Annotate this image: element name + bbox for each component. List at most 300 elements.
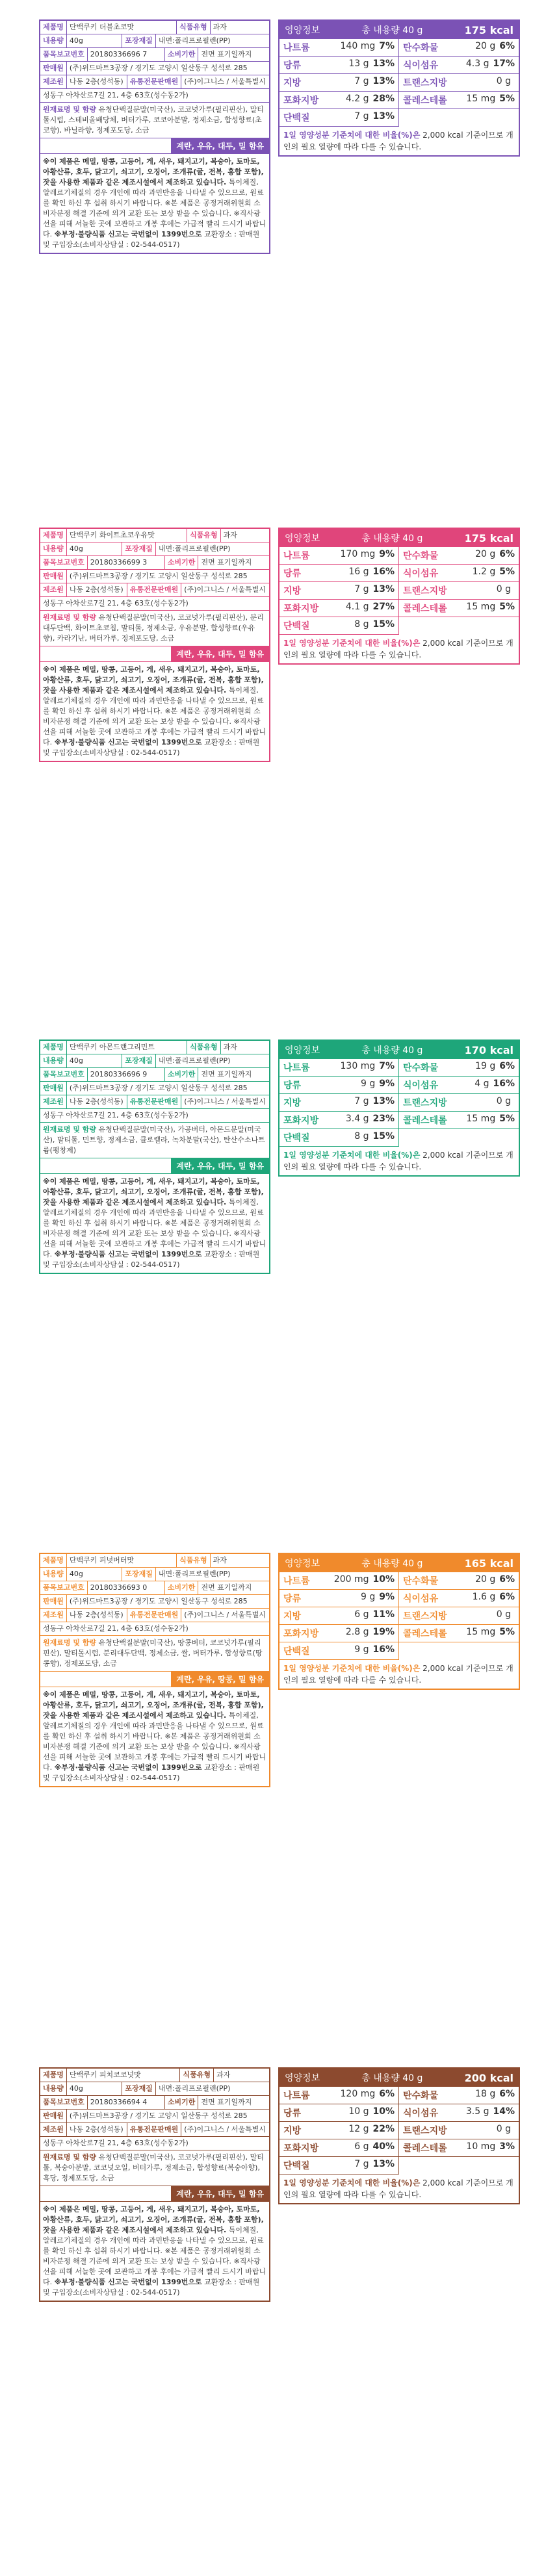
- seller-label: 판매원: [40, 62, 67, 75]
- expiry-label: 소비기한: [165, 48, 199, 61]
- ingredients-block: [40, 1123, 269, 1158]
- nutrition-kcal: 200 kcal: [464, 2071, 514, 2084]
- nutrient-amount: 19 g: [475, 1061, 496, 1071]
- nutrition-facts-table: [278, 1553, 520, 1690]
- manufacturer-label: 제조원: [40, 1095, 67, 1108]
- nutrition-footer-bold: 1일 영양성분 기준치에 대한 비율(%)은: [283, 1151, 421, 1160]
- nutrition-facts-table: [278, 2067, 520, 2204]
- nutrient-name: 나트륨: [283, 43, 310, 53]
- nutrient-sodium: [280, 547, 399, 565]
- report-notice: ※부정·불량식품 신고는 국번없이 1399번으로: [54, 2278, 202, 2286]
- nutrition-total: 총 내용량 40 g: [361, 25, 423, 36]
- seller-value: (주)위드마트3공장 / 경기도 고양시 일산동구 성석로 285: [69, 1597, 248, 1605]
- food-type-value: 과자: [223, 1043, 237, 1051]
- expiry-label: 소비기한: [165, 556, 199, 569]
- packaging-label: 포장재질: [122, 2082, 156, 2095]
- nutrient-fiber: [399, 2104, 519, 2122]
- seller-label: 판매원: [40, 570, 67, 583]
- report-no-label: 품목보고번호: [40, 2096, 88, 2109]
- packaging-value: 내면:폴리프로필렌(PP): [158, 36, 231, 45]
- nutrition-header: [280, 2069, 519, 2087]
- return-notice: 교환장소 : 판매원 및 구입장소(소비자상담실 : 02-544-0517): [43, 1763, 260, 1782]
- nutrient-percent: 9%: [379, 549, 395, 559]
- report-notice: ※부정·불량식품 신고는 국번없이 1399번으로: [54, 230, 202, 238]
- nutrient-percent: 14%: [493, 2106, 515, 2117]
- seller-label: 판매원: [40, 2110, 67, 2123]
- manufacturer-label: 제조원: [40, 75, 67, 88]
- nutrient-protein: [280, 1642, 399, 1660]
- nutrient-name: 지방: [283, 1098, 302, 1108]
- product-info-table: [39, 2067, 270, 2302]
- packaging-value: 내면:폴리프로필렌(PP): [158, 1056, 231, 1065]
- seller-value: (주)위드마트3공장 / 경기도 고양시 일산동구 성석로 285: [69, 572, 248, 580]
- nutrient-name: 나트륨: [283, 1063, 310, 1073]
- food-type-label: 식품유형: [177, 1554, 211, 1567]
- nutrient-fat: [280, 1094, 399, 1112]
- report-no-value: 20180336696 7: [88, 48, 165, 61]
- nutrient-amount: 1.6 g: [472, 1592, 496, 1602]
- nutrient-name: 콜레스테롤: [403, 2143, 447, 2154]
- address-value: 성동구 아차산로7길 21, 4층 63호(성수동2가): [43, 599, 188, 607]
- distributor-label: 유통전문판매원: [127, 1095, 181, 1108]
- nutrient-amount: 120 mg: [340, 2089, 376, 2099]
- nutrient-fat: [280, 582, 399, 600]
- allergen-badge: 계란, 우유, 대두, 밀 함유: [171, 2186, 269, 2201]
- nutrient-protein: [280, 1129, 399, 1147]
- packaging-label: 포장재질: [122, 34, 156, 47]
- nutrient-amount: 15 mg: [466, 1114, 496, 1124]
- ingredients-block: [40, 611, 269, 646]
- nutrient-percent: 6%: [499, 41, 515, 51]
- nutrition-footer: [280, 1147, 519, 1175]
- return-notice: 교환장소 : 판매원 및 구입장소(소비자상담실 : 02-544-0517): [43, 1250, 260, 1269]
- nutrition-facts-table: [278, 1039, 520, 1177]
- food-type-label: 식품유형: [177, 21, 211, 34]
- nutrient-percent: 27%: [372, 602, 395, 612]
- packaging-label: 포장재질: [122, 1568, 156, 1581]
- nutrient-amount: 20 g: [475, 549, 496, 559]
- nutrient-amount: 15 mg: [466, 1627, 496, 1637]
- product-name-value: 단백쿠키 피넛버터맛: [67, 1554, 177, 1567]
- nutrient-amount: 0 g: [496, 1096, 511, 1106]
- nutrient-amount: 4.2 g: [345, 94, 369, 104]
- nutrient-name: 나트륨: [283, 1576, 310, 1587]
- nutrient-name: 포화지방: [283, 1629, 319, 1639]
- nutrient-amount: 20 g: [475, 41, 496, 51]
- storage-notice: ※직사광선을 피해 서늘한 곳에 보관하고 개봉 후에는 가급적 빨리 드시기 바랍니다.: [43, 1742, 266, 1772]
- nutrient-name: 포화지방: [283, 1116, 319, 1126]
- nutrient-name: 당류: [283, 1594, 302, 1604]
- nutrient-amount: 9 g: [360, 1078, 376, 1089]
- return-notice: 교환장소 : 판매원 및 구입장소(소비자상담실 : 02-544-0517): [43, 2278, 260, 2297]
- nutrient-name: 탄수화물: [403, 1063, 439, 1073]
- nutrient-percent: 10%: [372, 1574, 395, 1585]
- nutrient-percent: 13%: [372, 584, 395, 594]
- food-type-value: 과자: [213, 23, 227, 31]
- nutrient-name: 지방: [283, 586, 302, 596]
- nutrient-amount: 140 mg: [340, 41, 376, 51]
- product-name-label: 제품명: [40, 529, 67, 542]
- nutrient-amount: 7 g: [354, 2159, 369, 2169]
- product-info-table: [39, 19, 270, 254]
- nutrient-percent: 10%: [372, 2106, 395, 2117]
- volume-value: 40g: [67, 542, 123, 555]
- ingredients-text: 유청단백질분말(미국산), 가공버터, 아몬드분말(미국산), 말티톨, 민트향, 정제소금, 클로렐라, 녹차분말(국산), 탄산수소나트륨(팽창제): [43, 1125, 265, 1154]
- nutrient-name: 지방: [283, 78, 302, 88]
- nutrient-sugar: [280, 1590, 399, 1607]
- product-name-label: 제품명: [40, 1554, 67, 1567]
- food-type-value: 과자: [213, 1556, 227, 1564]
- food-type-label: 식품유형: [180, 2069, 214, 2082]
- nutrient-amount: 0 g: [496, 1609, 511, 1620]
- product-name-value: 단백쿠키 아몬드랜그리민트: [67, 1041, 187, 1054]
- nutrition-facts-table: [278, 19, 520, 157]
- nutrition-header: [280, 21, 519, 39]
- nutrition-footer-bold: 1일 영양성분 기준치에 대한 비율(%)은: [283, 131, 421, 140]
- nutrient-percent: 9%: [379, 1078, 395, 1089]
- nutrient-percent: 6%: [499, 1574, 515, 1585]
- volume-label: 내용량: [40, 1054, 67, 1067]
- nutrition-header: [280, 1041, 519, 1059]
- ingredients-label: 원재료명 및 함량: [43, 2153, 97, 2162]
- allergen-row: [40, 138, 269, 154]
- expiry-label: 소비기한: [165, 2096, 199, 2109]
- food-type-value: 과자: [223, 531, 237, 539]
- exchange-notice: ※본 제품은 공정거래위원회 소비자분쟁 해결 기준에 의거 교환 또는 보상 받을 수 있습니다.: [43, 1219, 261, 1238]
- nutrient-name: 포화지방: [283, 96, 319, 106]
- nutrient-percent: 11%: [372, 1609, 395, 1620]
- nutrition-kcal: 175 kcal: [464, 531, 514, 544]
- nutrient-sodium: [280, 2087, 399, 2104]
- nutrient-percent: 9%: [379, 1592, 395, 1602]
- nutrition-footer-bold: 1일 영양성분 기준치에 대한 비율(%)은: [283, 2178, 421, 2187]
- ingredients-block: [40, 1636, 269, 1672]
- nutrient-name: 나트륨: [283, 551, 310, 561]
- nutrition-grid: [280, 1059, 519, 1147]
- nutrient-carb: [399, 1059, 519, 1077]
- allergen-row: [40, 1158, 269, 1174]
- nutrient-percent: 13%: [372, 58, 395, 69]
- nutrient-percent: 5%: [499, 94, 515, 104]
- nutrient-amount: 0 g: [496, 584, 511, 594]
- nutrient-percent: 6%: [499, 1061, 515, 1071]
- packaging-label: 포장재질: [122, 542, 156, 555]
- nutrient-percent: 6%: [499, 1592, 515, 1602]
- nutrient-name: 탄수화물: [403, 2091, 439, 2101]
- nutrient-fat: [280, 74, 399, 92]
- product-name-value: 단백쿠키 더블초코맛: [67, 21, 177, 34]
- nutrient-percent: 23%: [372, 1114, 395, 1124]
- distributor-value: (주)이그니스 / 서울특별시: [184, 77, 266, 86]
- nutrient-name: 단백질: [283, 2161, 310, 2171]
- allergen-row: [40, 2186, 269, 2202]
- nutrition-total: 총 내용량 40 g: [361, 1045, 423, 1056]
- nutrient-amount: 6 g: [354, 1609, 369, 1620]
- distributor-value: (주)이그니스 / 서울특별시: [184, 1611, 266, 1619]
- nutrient-percent: 13%: [372, 2159, 395, 2169]
- nutrient-amount: 8 g: [354, 1131, 369, 1141]
- nutrient-satfat: [280, 1625, 399, 1642]
- nutrient-fat: [280, 2122, 399, 2139]
- ingredients-label: 원재료명 및 함량: [43, 1125, 97, 1134]
- expiry-label: 소비기한: [165, 1581, 199, 1594]
- nutrient-satfat: [280, 1112, 399, 1129]
- nutrition-title: 영양정보: [285, 1559, 320, 1569]
- nutrient-satfat: [280, 92, 399, 109]
- nutrient-name: 당류: [283, 1080, 302, 1091]
- nutrition-footer: [280, 635, 519, 663]
- nutrient-name: 식이섬유: [403, 1594, 439, 1604]
- nutrient-cholesterol: [399, 92, 519, 109]
- allergen-badge: 계란, 우유, 대두, 밀 함유: [171, 646, 269, 661]
- nutrient-name: 탄수화물: [403, 551, 439, 561]
- manufacturer-value: 나동 2층(성석동): [67, 1095, 127, 1108]
- notice-block: [40, 2202, 269, 2301]
- ingredients-label: 원재료명 및 함량: [43, 105, 97, 114]
- nutrient-name: 당류: [283, 2108, 302, 2119]
- nutrient-amount: 6 g: [354, 2141, 369, 2152]
- distributor-label: 유통전문판매원: [127, 583, 181, 596]
- manufacturer-label: 제조원: [40, 1609, 67, 1622]
- product-name-label: 제품명: [40, 21, 67, 34]
- nutrient-amount: 7 g: [354, 76, 369, 86]
- manufacturer-value: 나동 2층(성석동): [67, 75, 127, 88]
- nutrient-amount: 4.3 g: [465, 58, 489, 69]
- nutrient-name: 트랜스지방: [403, 1611, 447, 1622]
- packaging-value: 내면:폴리프로필렌(PP): [158, 2084, 231, 2093]
- product-name-value: 단백쿠키 피치코코넛맛: [67, 2069, 181, 2082]
- report-no-value: 20180336699 3: [88, 556, 165, 569]
- volume-label: 내용량: [40, 2082, 67, 2095]
- nutrient-name: 콜레스테롤: [403, 1629, 447, 1639]
- product-name-label: 제품명: [40, 2069, 67, 2082]
- nutrient-amount: 200 mg: [333, 1574, 369, 1585]
- nutrient-name: 트랜스지방: [403, 1098, 447, 1108]
- allergy-notice: 특이체질, 알레르기체질의 경우 개인에 따라 과민반응을 나타낼 수 있으므로, 원료를 확인 하신 후 섭취 하시기 바랍니다.: [43, 1198, 264, 1227]
- nutrient-percent: 5%: [499, 1627, 515, 1637]
- report-notice: ※부정·불량식품 신고는 국번없이 1399번으로: [54, 1763, 202, 1772]
- allergen-badge: 계란, 우유, 대두, 밀 함유: [171, 138, 269, 153]
- ingredients-block: [40, 2150, 269, 2186]
- nutrition-header: [280, 1554, 519, 1572]
- seller-value: (주)위드마트3공장 / 경기도 고양시 일산동구 성석로 285: [69, 64, 248, 72]
- nutrient-amount: 12 g: [348, 2124, 369, 2134]
- address-value: 성동구 아차산로7길 21, 4층 63호(성수동2가): [43, 91, 188, 99]
- nutrient-cholesterol: [399, 2139, 519, 2157]
- manufacturer-label: 제조원: [40, 2123, 67, 2136]
- allergy-notice: 특이체질, 알레르기체질의 경우 개인에 따라 과민반응을 나타낼 수 있으므로, 원료를 확인 하신 후 섭취 하시기 바랍니다.: [43, 1711, 264, 1741]
- nutrition-grid: [280, 39, 519, 127]
- product-info-table: [39, 528, 270, 762]
- distributor-label: 유통전문판매원: [127, 2123, 181, 2136]
- nutrient-amount: 3.5 g: [465, 2106, 489, 2117]
- nutrient-name: 식이섬유: [403, 568, 439, 579]
- expiry-value: 전면 표기일까지: [201, 1583, 252, 1592]
- address-value: 성동구 아차산로7길 21, 4층 63호(성수동2가): [43, 2139, 188, 2147]
- storage-notice: ※직사광선을 피해 서늘한 곳에 보관하고 개봉 후에는 가급적 빨리 드시기 바랍니다.: [43, 1229, 266, 1258]
- volume-value: 40g: [67, 1568, 123, 1581]
- food-type-value: 과자: [216, 2071, 231, 2079]
- nutrient-percent: 6%: [499, 549, 515, 559]
- nutrient-name: 포화지방: [283, 604, 319, 614]
- seller-label: 판매원: [40, 1082, 67, 1095]
- ingredients-text: 유청단백질분말(미국산), 땅콩버터, 코코넛가루(필리핀산), 말티톨시럽, 분리대두단백, 정제소금, 쌀, 버터가루, 합성향료(땅콩향), 정제포도당, 소금: [43, 1639, 263, 1668]
- nutrient-percent: 15%: [372, 619, 395, 630]
- nutrient-amount: 20 g: [475, 1574, 496, 1585]
- nutrition-title: 영양정보: [285, 2073, 320, 2084]
- storage-notice: ※직사광선을 피해 서늘한 곳에 보관하고 개봉 후에는 가급적 빨리 드시기 바랍니다.: [43, 209, 266, 238]
- distributor-value: (주)이그니스 / 서울특별시: [184, 2125, 266, 2134]
- nutrition-total: 총 내용량 40 g: [361, 2073, 423, 2084]
- nutrient-percent: 3%: [499, 2141, 515, 2152]
- allergen-row: [40, 1672, 269, 1687]
- volume-label: 내용량: [40, 34, 67, 47]
- nutrient-transfat: [399, 1607, 519, 1625]
- address-value: 성동구 아차산로7길 21, 4층 63호(성수동2가): [43, 1111, 188, 1119]
- volume-value: 40g: [67, 2082, 123, 2095]
- nutrient-transfat: [399, 2122, 519, 2139]
- nutrient-fiber: [399, 1077, 519, 1094]
- nutrition-facts-table: [278, 528, 520, 665]
- facility-notice: ※이 제품은 메밀, 땅콩, 고등어, 게, 새우, 돼지고기, 복숭아, 토마토, 아황산류, 호두, 닭고기, 쇠고기, 오징어, 조개류(굴, 전복, 홍합 포함), 잣을 사용한 제품과 같은 제조시설에서 제조하고 있습니다.: [43, 2205, 264, 2234]
- nutrient-sugar: [280, 565, 399, 582]
- nutrient-carb: [399, 2087, 519, 2104]
- nutrition-grid: [280, 547, 519, 635]
- nutrient-percent: 40%: [372, 2141, 395, 2152]
- expiry-label: 소비기한: [165, 1068, 199, 1081]
- allergy-notice: 특이체질, 알레르기체질의 경우 개인에 따라 과민반응을 나타낼 수 있으므로, 원료를 확인 하신 후 섭취 하시기 바랍니다.: [43, 686, 264, 715]
- nutrient-name: 지방: [283, 2126, 302, 2136]
- expiry-value: 전면 표기일까지: [201, 50, 252, 58]
- nutrition-kcal: 170 kcal: [464, 1043, 514, 1056]
- allergen-badge: 계란, 우유, 대두, 밀 함유: [171, 1158, 269, 1173]
- nutrition-header: [280, 529, 519, 547]
- nutrient-transfat: [399, 582, 519, 600]
- nutrient-amount: 9 g: [354, 1644, 369, 1655]
- nutrient-amount: 7 g: [354, 111, 369, 121]
- exchange-notice: ※본 제품은 공정거래위원회 소비자분쟁 해결 기준에 의거 교환 또는 보상 받을 수 있습니다.: [43, 707, 261, 726]
- nutrition-footer-text: 2,000 kcal 기준이므로 개인의 필요 열량에 따라 다를 수 있습니다.: [283, 1151, 514, 1171]
- nutrient-amount: 9 g: [360, 1592, 376, 1602]
- distributor-value: (주)이그니스 / 서울특별시: [184, 585, 266, 594]
- ingredients-text: 유청단백질분말(미국산), 코코넛가루(필리핀산), 말티톨시럽, 스테비올배당체, 버터가루, 코코아분말, 정제소금, 합성향료(초코향), 바닐라향, 정제포도당, 소금: [43, 105, 264, 134]
- nutrient-name: 나트륨: [283, 2091, 310, 2101]
- nutrition-total: 총 내용량 40 g: [361, 1559, 423, 1569]
- nutrition-grid: [280, 1572, 519, 1660]
- nutrient-percent: 16%: [372, 567, 395, 577]
- ingredients-text: 유청단백질분말(미국산), 코코넛가루(필리핀산), 말티톨, 복숭아분말, 코코넛오일, 버터가루, 정제소금, 합성향료(복숭아향), 흑당, 정제포도당, 소금: [43, 2153, 264, 2182]
- exchange-notice: ※본 제품은 공정거래위원회 소비자분쟁 해결 기준에 의거 교환 또는 보상 받을 수 있습니다.: [43, 1732, 261, 1751]
- nutrient-percent: 15%: [372, 1131, 395, 1141]
- report-no-label: 품목보고번호: [40, 1581, 88, 1594]
- return-notice: 교환장소 : 판매원 및 구입장소(소비자상담실 : 02-544-0517): [43, 230, 260, 249]
- nutrient-name: 트랜스지방: [403, 78, 447, 88]
- nutrient-name: 콜레스테롤: [403, 604, 447, 614]
- packaging-label: 포장재질: [122, 1054, 156, 1067]
- report-no-value: 20180336696 9: [88, 1068, 165, 1081]
- return-notice: 교환장소 : 판매원 및 구입장소(소비자상담실 : 02-544-0517): [43, 738, 260, 757]
- nutrient-percent: 7%: [379, 1061, 395, 1071]
- nutrition-title: 영양정보: [285, 25, 320, 36]
- nutrient-transfat: [399, 74, 519, 92]
- facility-notice: ※이 제품은 메밀, 땅콩, 고등어, 게, 새우, 돼지고기, 복숭아, 토마토, 아황산류, 호두, 닭고기, 쇠고기, 오징어, 조개류(굴, 전복, 홍합 포함), 잣을 사용한 제품과 같은 제조시설에서 제조하고 있습니다.: [43, 157, 264, 186]
- nutrient-name: 식이섬유: [403, 2108, 439, 2119]
- seller-label: 판매원: [40, 1595, 67, 1608]
- nutrient-transfat: [399, 1094, 519, 1112]
- nutrition-footer: [280, 2174, 519, 2203]
- volume-value: 40g: [67, 34, 123, 47]
- nutrient-percent: 5%: [499, 1114, 515, 1124]
- nutrient-amount: 3.4 g: [345, 1114, 369, 1124]
- notice-block: [40, 1174, 269, 1273]
- nutrition-footer-text: 2,000 kcal 기준이므로 개인의 필요 열량에 따라 다를 수 있습니다.: [283, 2178, 514, 2199]
- ingredients-block: [40, 103, 269, 138]
- nutrition-footer-text: 2,000 kcal 기준이므로 개인의 필요 열량에 따라 다를 수 있습니다.: [283, 1664, 514, 1685]
- nutrient-name: 단백질: [283, 113, 310, 123]
- nutrient-amount: 16 g: [348, 567, 369, 577]
- nutrition-grid: [280, 2087, 519, 2174]
- nutrient-amount: 170 mg: [340, 549, 376, 559]
- nutrient-carb: [399, 547, 519, 565]
- nutrient-amount: 18 g: [475, 2089, 496, 2099]
- notice-block: [40, 154, 269, 253]
- nutrient-fiber: [399, 57, 519, 74]
- nutrient-sodium: [280, 1572, 399, 1590]
- distributor-value: (주)이그니스 / 서울특별시: [184, 1097, 266, 1106]
- product-info-table: [39, 1039, 270, 1274]
- seller-value: (주)위드마트3공장 / 경기도 고양시 일산동구 성석로 285: [69, 1084, 248, 1092]
- ingredients-label: 원재료명 및 함량: [43, 613, 97, 622]
- nutrient-carb: [399, 39, 519, 57]
- nutrition-kcal: 175 kcal: [464, 23, 514, 36]
- product-name-label: 제품명: [40, 1041, 67, 1054]
- nutrient-name: 단백질: [283, 1646, 310, 1657]
- nutrient-percent: 7%: [379, 41, 395, 51]
- ingredients-text: 유청단백질분말(미국산), 코코넛가루(필리핀산), 분리대두단백, 화이트초코칩, 말티톨, 정제소금, 우유분말, 합성향료(우유향), 카라기난, 버터가루, 정제포도당, 소금: [43, 613, 264, 643]
- nutrient-fat: [280, 1607, 399, 1625]
- allergen-badge: 계란, 우유, 땅콩, 밀 함유: [171, 1672, 269, 1687]
- nutrient-name: 단백질: [283, 621, 310, 631]
- nutrient-percent: 16%: [493, 1078, 515, 1089]
- nutrient-protein: [280, 617, 399, 635]
- nutrient-amount: 10 mg: [466, 2141, 496, 2152]
- nutrient-name: 콜레스테롤: [403, 1116, 447, 1126]
- manufacturer-label: 제조원: [40, 583, 67, 596]
- ingredients-label: 원재료명 및 함량: [43, 1639, 97, 1647]
- facility-notice: ※이 제품은 메밀, 땅콩, 고등어, 게, 새우, 돼지고기, 복숭아, 토마토, 아황산류, 호두, 닭고기, 쇠고기, 오징어, 조개류(굴, 전복, 홍합 포함), 잣을 사용한 제품과 같은 제조시설에서 제조하고 있습니다.: [43, 1690, 264, 1720]
- nutrient-name: 당류: [283, 60, 302, 71]
- nutrient-sugar: [280, 1077, 399, 1094]
- nutrient-name: 트랜스지방: [403, 2126, 447, 2136]
- nutrition-footer-bold: 1일 영양성분 기준치에 대한 비율(%)은: [283, 639, 421, 648]
- nutrient-amount: 10 g: [348, 2106, 369, 2117]
- nutrient-percent: 13%: [372, 76, 395, 86]
- nutrient-sodium: [280, 39, 399, 57]
- nutrient-sugar: [280, 2104, 399, 2122]
- seller-value: (주)위드마트3공장 / 경기도 고양시 일산동구 성석로 285: [69, 2111, 248, 2120]
- nutrient-sugar: [280, 57, 399, 74]
- nutrient-percent: 22%: [372, 2124, 395, 2134]
- nutrient-amount: 7 g: [354, 1096, 369, 1106]
- manufacturer-value: 나동 2층(성석동): [67, 583, 127, 596]
- nutrition-footer-text: 2,000 kcal 기준이므로 개인의 필요 열량에 따라 다를 수 있습니다.: [283, 131, 514, 151]
- nutrient-amount: 1.2 g: [472, 567, 496, 577]
- packaging-value: 내면:폴리프로필렌(PP): [158, 1570, 231, 1578]
- nutrient-percent: 16%: [372, 1644, 395, 1655]
- expiry-value: 전면 표기일까지: [201, 2098, 252, 2106]
- nutrient-amount: 7 g: [354, 584, 369, 594]
- report-no-value: 20180336693 0: [88, 1581, 165, 1594]
